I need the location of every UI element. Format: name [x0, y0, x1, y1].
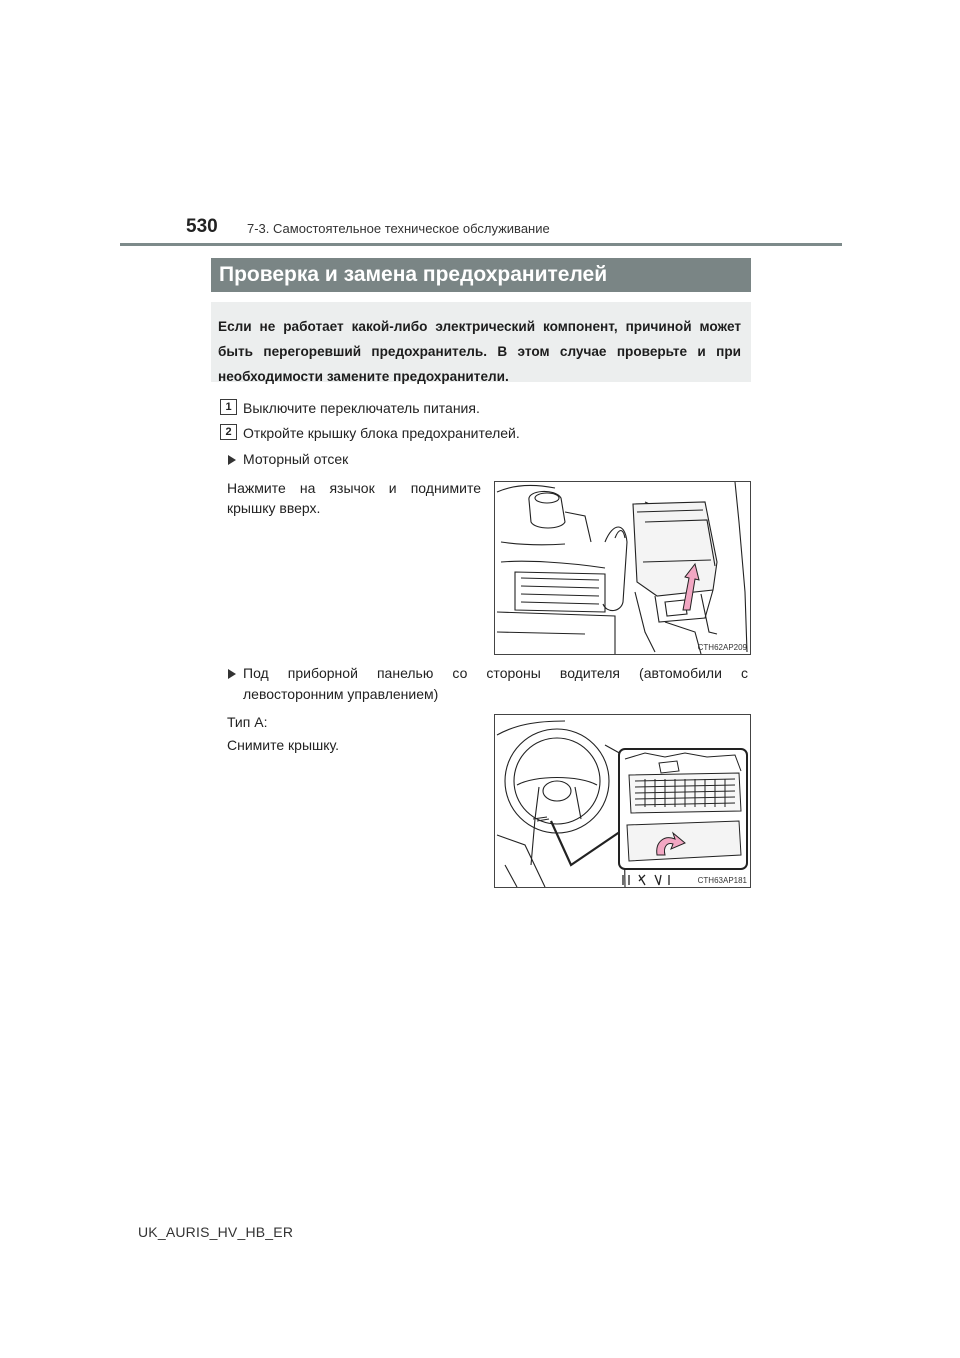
dashboard-figure [494, 714, 751, 888]
footer-document-id: UK_AURIS_HV_HB_ER [138, 1224, 294, 1240]
dashboard-heading-line2: левосторонним управлением) [243, 686, 439, 702]
dashboard-instruction: Снимите крышку. [227, 737, 340, 753]
type-label: Тип A: [227, 714, 268, 730]
engine-bay-heading: Моторный отсек [243, 451, 349, 467]
engine-bay-illustration [495, 482, 750, 654]
engine-bay-figure [494, 481, 751, 655]
step-1-text: Выключите переключатель питания. [243, 400, 480, 416]
step-2-text: Откройте крышку блока предохранителей. [243, 425, 520, 441]
engine-bay-figure-code: CTH62AP209 [697, 643, 747, 652]
engine-bay-instruction-line2: крышку вверх. [227, 500, 321, 516]
bullet-triangle-icon [228, 669, 236, 679]
section-reference: 7-3. Самостоятельное техническое обслуживание [247, 221, 550, 236]
section-title: Проверка и замена предохранителей [211, 258, 751, 292]
step-2-badge: 2 [220, 424, 237, 440]
dashboard-illustration [495, 715, 750, 887]
dashboard-heading-line1: Под приборной панелью со стороны водителя (автомобили с [243, 665, 748, 681]
dashboard-figure-code: CTH63AP181 [697, 876, 747, 885]
intro-box: Если не работает какой-либо электрический компонент, причиной может быть перегоревший предохранитель. В этом случае проверьте и при необходимости замените предохранители. [211, 302, 751, 382]
page-number: 530 [186, 216, 218, 237]
bullet-triangle-icon [228, 455, 236, 465]
header-divider [120, 243, 842, 246]
engine-bay-instruction-line1: Нажмите на язычок и поднимите [227, 480, 481, 496]
step-1-badge: 1 [220, 399, 237, 415]
